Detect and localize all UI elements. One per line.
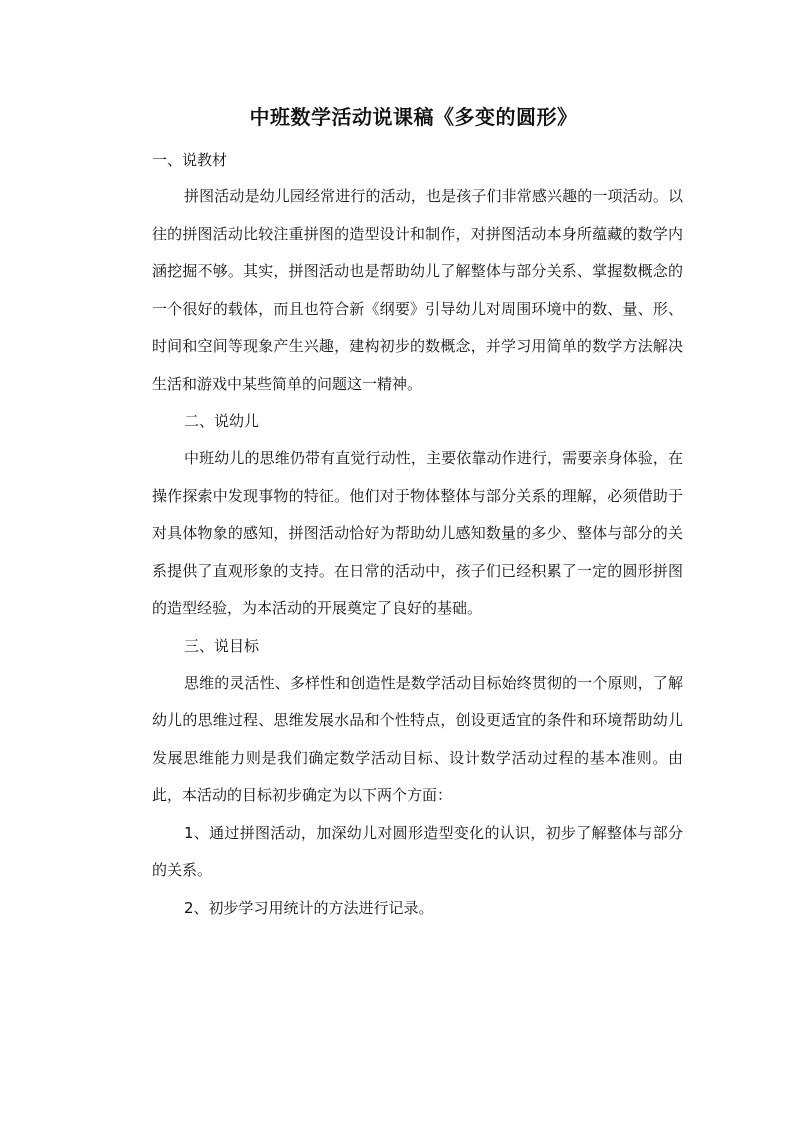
section-paragraph-textbook: 拼图活动是幼儿园经常进行的活动，也是孩子们非常感兴趣的一项活动。以往的拼图活动比较注重拼图的造型设计和制作，对拼图活动本身所蕴藏的数学内涵挖掘不够。其实，拼图活动也是帮助幼儿了解整体与部分关系、掌握数概念的一个很好的载体，而且也符合新《纲要》引导幼儿对周围环境中的数、量、形、时间和空间等现象产生兴趣，建构初步的数概念，并学习用简单的数学方法解决生活和游戏中某些简单的问题这一精神。 <box>152 187 683 393</box>
section-heading-goals: 三、说目标 <box>184 636 260 655</box>
section-heading-textbook: 一、说教材 <box>152 151 228 169</box>
goal-item-1: 1、通过拼图活动，加深幼儿对圆形造型变化的认识，初步了解整体与部分的关系。 <box>152 823 683 879</box>
section-heading-children: 二、说幼儿 <box>184 412 260 430</box>
section-paragraph-goals: 思维的灵活性、多样性和创造性是数学活动目标始终贯彻的一个原则，了解幼儿的思维过程、思维发展水品和个性特点，创设更适宜的条件和环境帮助幼儿发展思维能力则是我们确定数学活动目标、设计数学活动过程的基本准则。由此，本活动的目标初步确定为以下两个方面： <box>152 673 683 804</box>
goal-item-2: 2、初步学习用统计的方法进行记录。 <box>184 898 434 917</box>
document-title: 中班数学活动说课稿《多变的圆形》 <box>249 105 578 129</box>
section-paragraph-children: 中班幼儿的思维仍带有直觉行动性，主要依靠动作进行，需要亲身体验，在操作探索中发现事物的特征。他们对于物体整体与部分关系的理解，必须借助于对具体物象的感知，拼图活动恰好为帮助幼儿感知数量的多少、整体与部分的关系提供了直观形象的支持。在日常的活动中，孩子们已经积累了一定的圆形拼图的造型经验，为本活动的开展奠定了良好的基础。 <box>152 449 683 617</box>
